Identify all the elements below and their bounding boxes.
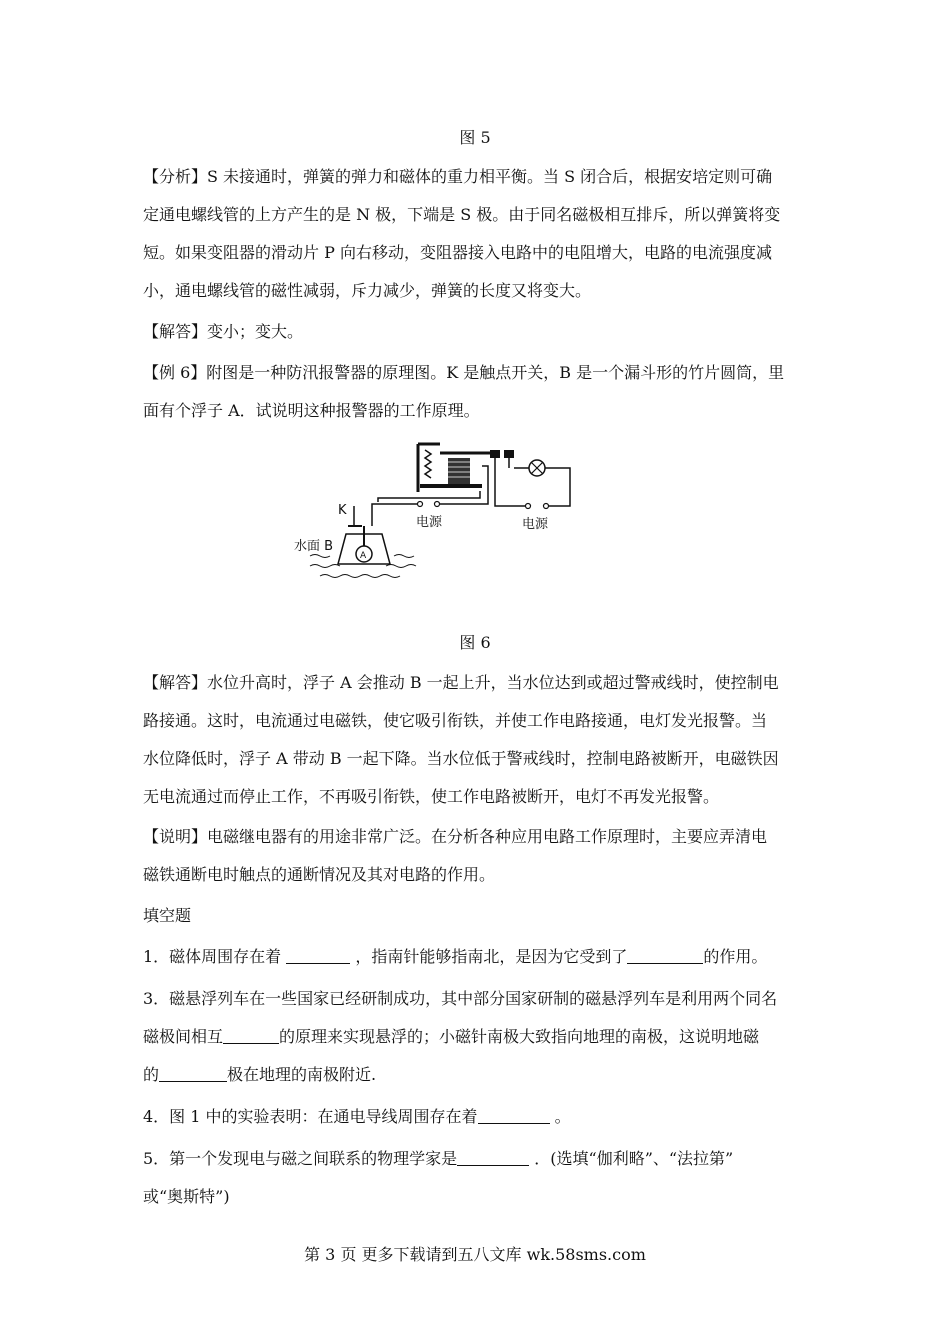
- q5-text: 5．第一个发现电与磁之间联系的物理学家是: [143, 1149, 458, 1168]
- question-1: [143, 938, 807, 976]
- q3-text: 磁极间相互: [143, 1027, 224, 1046]
- power-source-2-label: 电源: [522, 517, 549, 532]
- analysis-line: 【分析】S 未接通时，弹簧的弹力和磁体的重力相平衡。当 S 闭合后，根据安培定则可确: [143, 167, 773, 186]
- analysis-line: 定通电螺线管的上方产生的是 N 极，下端是 S 极。由于同名磁极相互排斥，所以弹簧将变: [143, 205, 781, 224]
- q1-text: 的作用。: [703, 947, 768, 966]
- electromagnet: [418, 444, 490, 492]
- answer-line: 水位降低时，浮子 A 带动 B 一起下降。当水位低于警戒线时，控制电路被断开，电磁铁因: [143, 749, 779, 768]
- q5-line: 或“奥斯特”): [143, 1187, 230, 1206]
- q3-blank-1[interactable]: [223, 1025, 279, 1044]
- q4-text: 4．图 1 中的实验表明：在通电导线周围存在着: [143, 1107, 478, 1126]
- q1-blank-2[interactable]: [627, 945, 703, 964]
- figure6-caption: 图 6: [459, 633, 491, 652]
- answer-line: 路接通。这时，电流通过电磁铁，使它吸引衔铁，并使工作电路接通，电灯发光报警。当: [143, 711, 768, 730]
- q1-text: 1．磁体周围存在着: [143, 947, 287, 966]
- q3-line: [143, 1056, 807, 1094]
- relay-contacts: [490, 450, 514, 468]
- flood-alarm-diagram: [290, 436, 600, 596]
- q3-line: 3．磁悬浮列车在一些国家已经研制成功，其中部分国家研制的磁悬浮列车是利用两个同名: [143, 989, 778, 1008]
- q4-text: 。: [549, 1107, 571, 1126]
- example-line: 面有个浮子 A．试说明这种报警器的工作原理。: [143, 401, 480, 420]
- q4-blank[interactable]: [478, 1105, 550, 1124]
- q3-line: [143, 1018, 807, 1056]
- water-surface-label: 水面 B: [294, 539, 334, 554]
- q3-blank-2[interactable]: [159, 1063, 227, 1082]
- answer-line: 【解答】水位升高时，浮子 A 会推动 B 一起上升，当水位达到或超过警戒线时，使控制电: [143, 673, 779, 692]
- section-title: 填空题: [143, 906, 192, 925]
- q1-blank-1[interactable]: [286, 945, 350, 964]
- funnel-float: [338, 526, 390, 564]
- note-line: 【说明】电磁继电器有的用途非常广泛。在分析各种应用电路工作原理时，主要应弄清电: [143, 827, 768, 846]
- example-line: 【例 6】附图是一种防汛报警器的原理图。K 是触点开关，B 是一个漏斗形的竹片圆筒，里: [143, 363, 785, 382]
- figure5-caption: 图 5: [459, 128, 491, 147]
- power-source-1-label: 电源: [416, 515, 443, 530]
- q5-text: ．(选填“伽利略”、“法拉第”: [529, 1149, 734, 1168]
- question-4: [143, 1098, 807, 1136]
- answer-line: 无电流通过而停止工作，不再吸引衔铁，使工作电路被断开，电灯不再发光报警。: [143, 787, 720, 806]
- page-footer: 第 3 页 更多下载请到五八文库 wk.58sms.com: [304, 1245, 646, 1264]
- lamp-icon: [529, 460, 545, 476]
- analysis-line: 短。如果变阻器的滑动片 P 向右移动，变阻器接入电路中的电阻增大，电路的电流强度减: [143, 243, 772, 262]
- float-a-label: A: [360, 551, 367, 561]
- switch-k-label: K: [338, 503, 347, 518]
- q3-text: 极在地理的南极附近.: [227, 1065, 377, 1084]
- q5-blank[interactable]: [457, 1147, 529, 1166]
- q3-text: 的: [143, 1065, 160, 1084]
- analysis-line: 小，通电螺线管的磁性减弱，斥力减少，弹簧的长度又将变大。: [143, 281, 592, 300]
- answer-5: 【解答】变小；变大。: [143, 322, 304, 341]
- q1-text: ，指南针能够指南北，是因为它受到了: [350, 947, 628, 966]
- q5-line: [143, 1140, 807, 1178]
- q3-text: 的原理来实现悬浮的；小磁针南极大致指向地理的南极，这说明地磁: [279, 1027, 760, 1046]
- note-line: 磁铁通断电时触点的通断情况及其对电路的作用。: [143, 865, 496, 884]
